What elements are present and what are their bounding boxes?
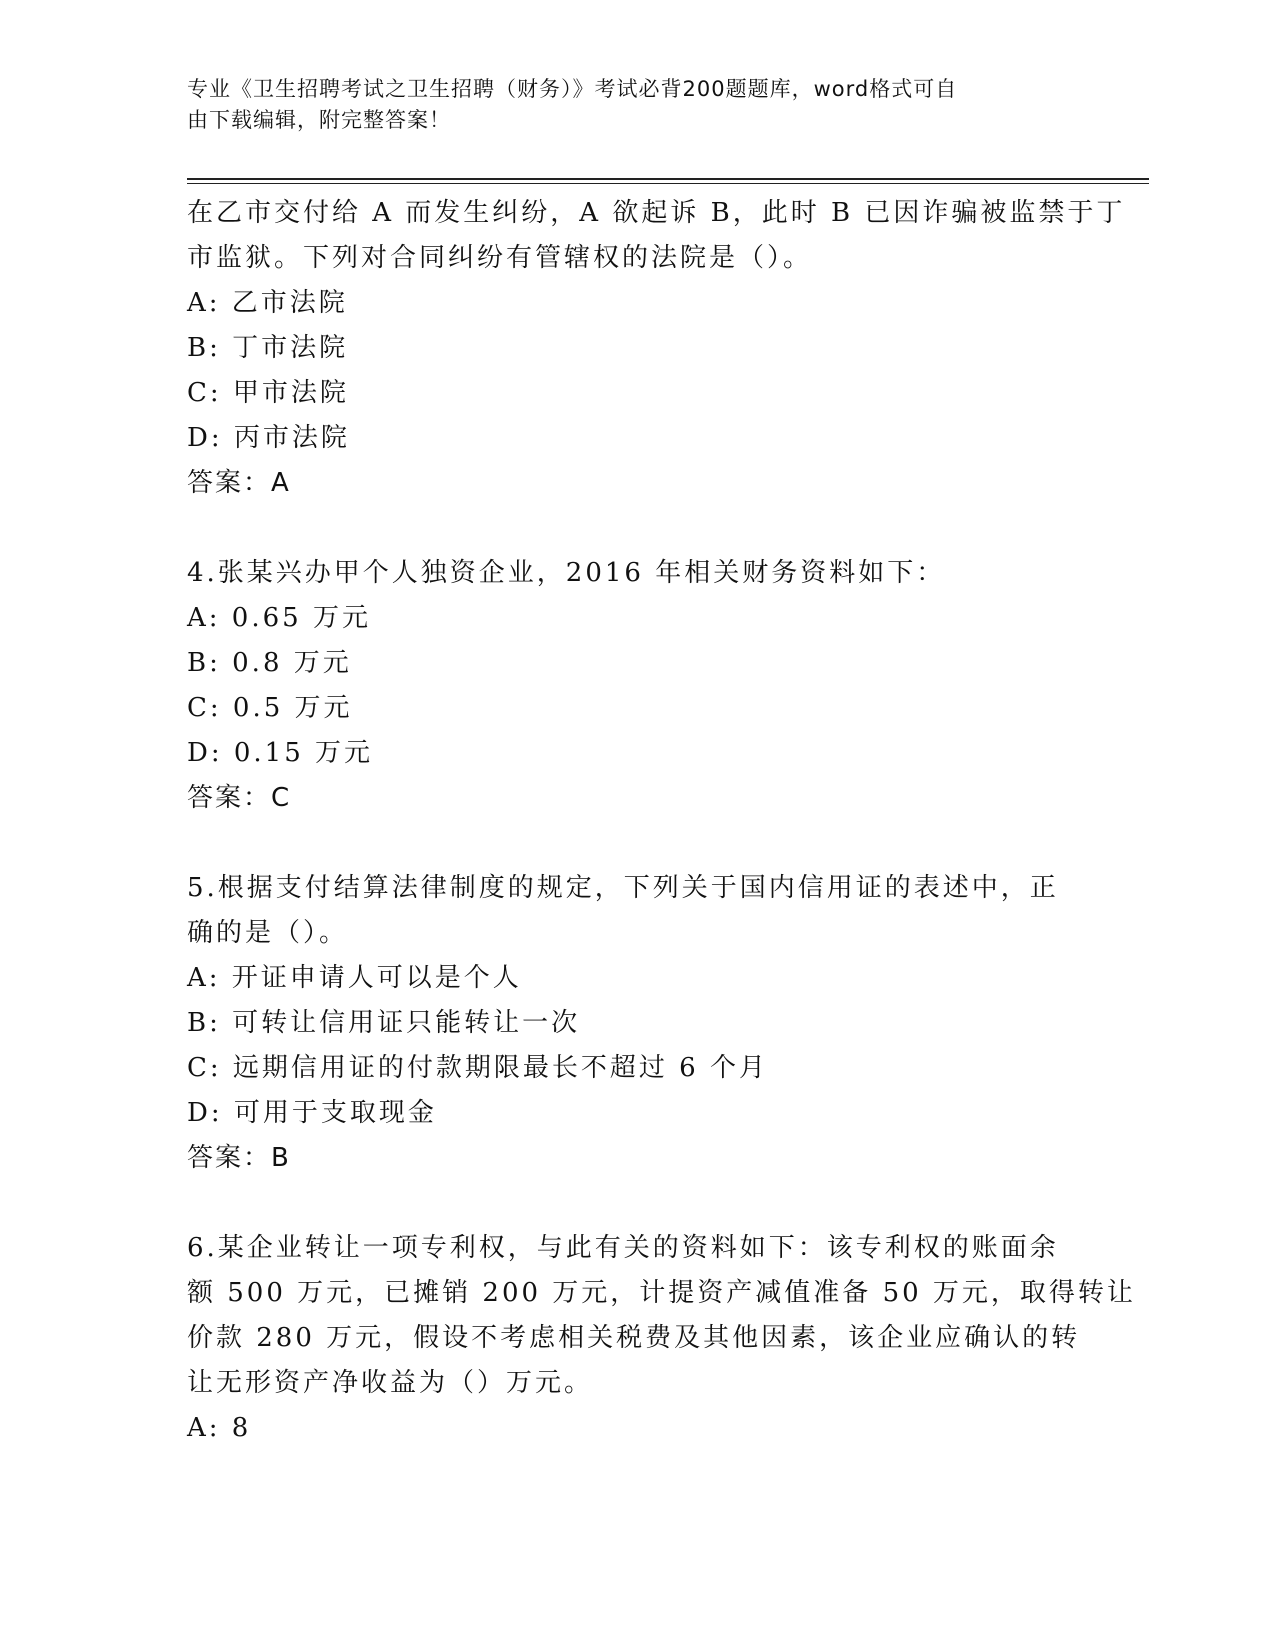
option-b: B: 可转让信用证只能转让一次 — [187, 1008, 581, 1038]
question-text-line: 确的是（）。 — [187, 918, 349, 948]
header-divider-thin — [187, 183, 1149, 184]
question-text-line: 在乙市交付给 A 而发生纠纷，A 欲起诉 B，此时 B 已因诈骗被监禁于丁 — [187, 198, 1126, 228]
document-header — [187, 74, 1067, 136]
answer-line: 答案：A — [187, 468, 291, 498]
option-d: D: 可用于支取现金 — [187, 1098, 437, 1128]
option-c: C: 远期信用证的付款期限最长不超过 6 个月 — [187, 1053, 768, 1083]
question-text-line: 价款 280 万元，假设不考虑相关税费及其他因素，该企业应确认的转 — [187, 1323, 1081, 1353]
option-d: D: 丙市法院 — [187, 423, 350, 453]
question-6 — [187, 1226, 1136, 1451]
answer-line: 答案：C — [187, 783, 292, 813]
question-text-line: 4.张某兴办甲个人独资企业，2016 年相关财务资料如下： — [187, 558, 946, 588]
question-text-line: 额 500 万元，已摊销 200 万元，计提资产减值准备 50 万元，取得转让 — [187, 1278, 1136, 1308]
question-5 — [187, 866, 1087, 1181]
question-text-line: 6.某企业转让一项专利权，与此有关的资料如下：该专利权的账面余 — [187, 1233, 1059, 1263]
question-text-line: 让无形资产净收益为（）万元。 — [187, 1368, 594, 1398]
document-body — [187, 191, 1136, 1451]
option-c: C: 0.5 万元 — [187, 693, 353, 723]
spacer — [187, 821, 1087, 866]
option-d: D: 0.15 万元 — [187, 738, 374, 768]
header-line-1: 专业《卫生招聘考试之卫生招聘（财务）》考试必背200题题库，word格式可自 — [187, 77, 958, 101]
question-text-line: 5.根据支付结算法律制度的规定，下列关于国内信用证的表述中，正 — [187, 873, 1059, 903]
question-text-line: 市监狱。下列对合同纠纷有管辖权的法院是（）。 — [187, 243, 813, 273]
option-c: C: 甲市法院 — [187, 378, 349, 408]
header-line-2: 由下载编辑，附完整答案！ — [187, 108, 451, 132]
option-b: B: 0.8 万元 — [187, 648, 352, 678]
option-a: A: 开证申请人可以是个人 — [187, 963, 522, 993]
question-3 — [187, 191, 1126, 506]
spacer — [187, 1181, 1087, 1226]
question-4 — [187, 551, 1087, 821]
header-divider-thick — [187, 178, 1149, 180]
option-a: A: 0.65 万元 — [187, 603, 371, 633]
option-b: B: 丁市法院 — [187, 333, 349, 363]
spacer — [187, 506, 1087, 551]
option-a: A: 8 — [187, 1413, 252, 1443]
answer-line: 答案：B — [187, 1143, 291, 1173]
option-a: A: 乙市法院 — [187, 288, 348, 318]
